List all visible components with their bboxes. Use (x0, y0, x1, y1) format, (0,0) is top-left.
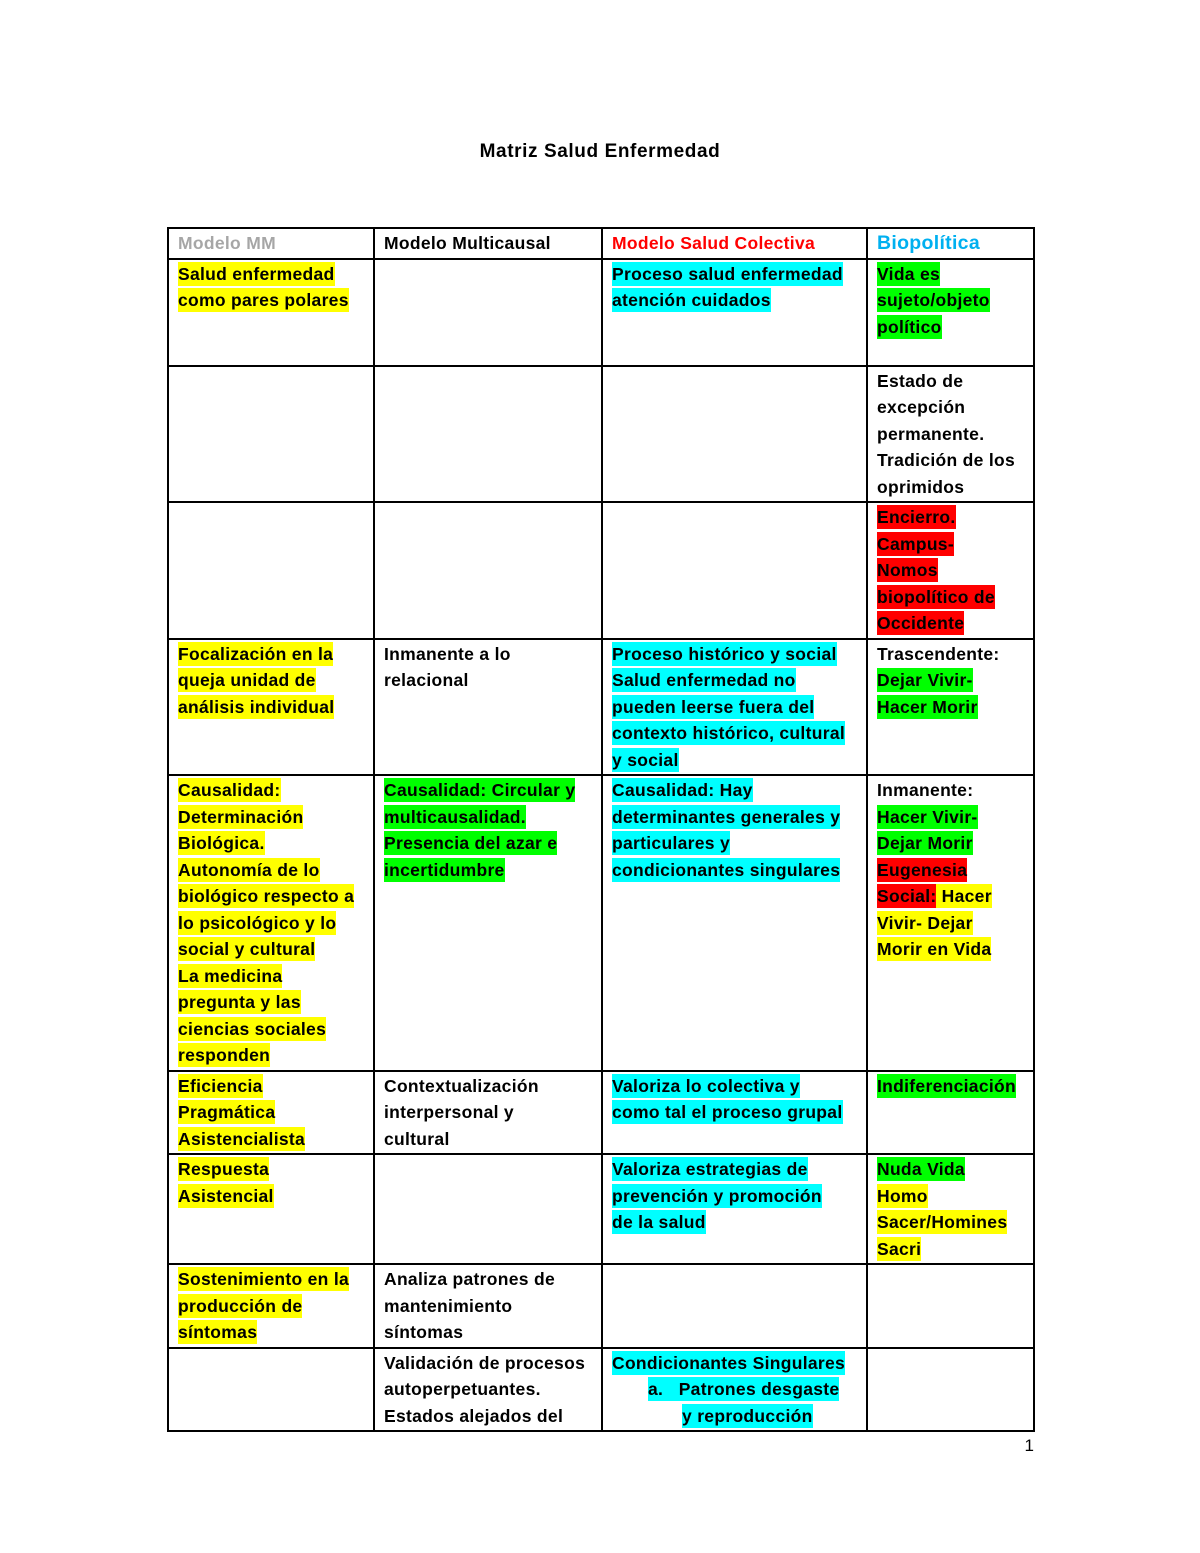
cell-colectiva: Causalidad: Hay determinantes generales y particulares y condicionantes singulares (602, 775, 867, 1071)
table-row (168, 1071, 1034, 1155)
header-row (168, 228, 1034, 259)
cell-mm: Salud enfermedad como pares polares (168, 259, 374, 366)
cell-mm: Respuesta Asistencial (168, 1154, 374, 1264)
table-row (168, 1154, 1034, 1264)
page-number: 1 (1024, 1436, 1034, 1455)
cell-colectiva: Valoriza estrategias de prevención y promoción de la salud (602, 1154, 867, 1264)
cell-mm: Eficiencia Pragmática Asistencialista (168, 1071, 374, 1155)
matrix-table (167, 227, 1035, 1432)
cell-multicausal (374, 366, 602, 503)
cell-biopolitica: Encierro. Campus- Nomos biopolítico de Occidente (867, 502, 1034, 639)
cell-biopolitica (867, 1264, 1034, 1348)
table-row (168, 502, 1034, 639)
cell-colectiva (602, 502, 867, 639)
header-biopolitica: Biopolítica (867, 228, 1034, 259)
cell-mm (168, 366, 374, 503)
cell-multicausal (374, 259, 602, 366)
cell-biopolitica: Vida es sujeto/objeto político (867, 259, 1034, 366)
header-modelo-salud-colectiva: Modelo Salud Colectiva (602, 228, 867, 259)
header-modelo-mm: Modelo MM (168, 228, 374, 259)
cell-multicausal (374, 1154, 602, 1264)
cell-biopolitica: Nuda Vida Homo Sacer/Homines Sacri (867, 1154, 1034, 1264)
table-row (168, 366, 1034, 503)
cell-colectiva (602, 366, 867, 503)
table-row (168, 1348, 1034, 1432)
table-row (168, 1264, 1034, 1348)
cell-colectiva: Proceso histórico y social Salud enfermedad no pueden leerse fuera del contexto histórico, cultural y social (602, 639, 867, 776)
table-row (168, 775, 1034, 1071)
cell-mm: Focalización en la queja unidad de análisis individual (168, 639, 374, 776)
cell-biopolitica: Estado de excepción permanente. Tradición de los oprimidos (867, 366, 1034, 503)
cell-mm (168, 1348, 374, 1432)
list-marker: a. (648, 1379, 664, 1399)
cell-mm (168, 502, 374, 639)
cell-multicausal: Causalidad: Circular y multicausalidad. Presencia del azar e incertidumbre (374, 775, 602, 1071)
cell-mm: Sostenimiento en la producción de síntomas (168, 1264, 374, 1348)
cell-multicausal (374, 502, 602, 639)
table-row (168, 639, 1034, 776)
cell-mm: Causalidad: Determinación Biológica. Autonomía de lo biológico respecto a lo psicológico y lo social y cultural La medicina pregunta y las ciencias sociales responden (168, 775, 374, 1071)
cell-biopolitica (867, 1348, 1034, 1432)
cell-multicausal: Analiza patrones de mantenimiento síntomas (374, 1264, 602, 1348)
cell-multicausal: Contextualización interpersonal y cultural (374, 1071, 602, 1155)
page-title: Matriz Salud Enfermedad (479, 141, 721, 162)
table-row (168, 259, 1034, 366)
cell-multicausal: Validación de procesos autoperpetuantes. Estados alejados del (374, 1348, 602, 1432)
cell-biopolitica: Trascendente: Dejar Vivir- Hacer Morir (867, 639, 1034, 776)
cell-colectiva: Proceso salud enfermedad atención cuidados (602, 259, 867, 366)
header-modelo-multicausal: Modelo Multicausal (374, 228, 602, 259)
cell-colectiva: Valoriza lo colectiva y como tal el proceso grupal (602, 1071, 867, 1155)
cell-biopolitica: Indiferenciación (867, 1071, 1034, 1155)
cell-multicausal: Inmanente a lo relacional (374, 639, 602, 776)
cell-biopolitica: Inmanente: Hacer Vivir- Dejar Morir Eugenesia Social: Hacer Vivir- Dejar Morir en Vida (867, 775, 1034, 1071)
cell-colectiva: Condicionantes Singulares a. Patrones desgaste y reproducción (602, 1348, 867, 1432)
cell-colectiva (602, 1264, 867, 1348)
